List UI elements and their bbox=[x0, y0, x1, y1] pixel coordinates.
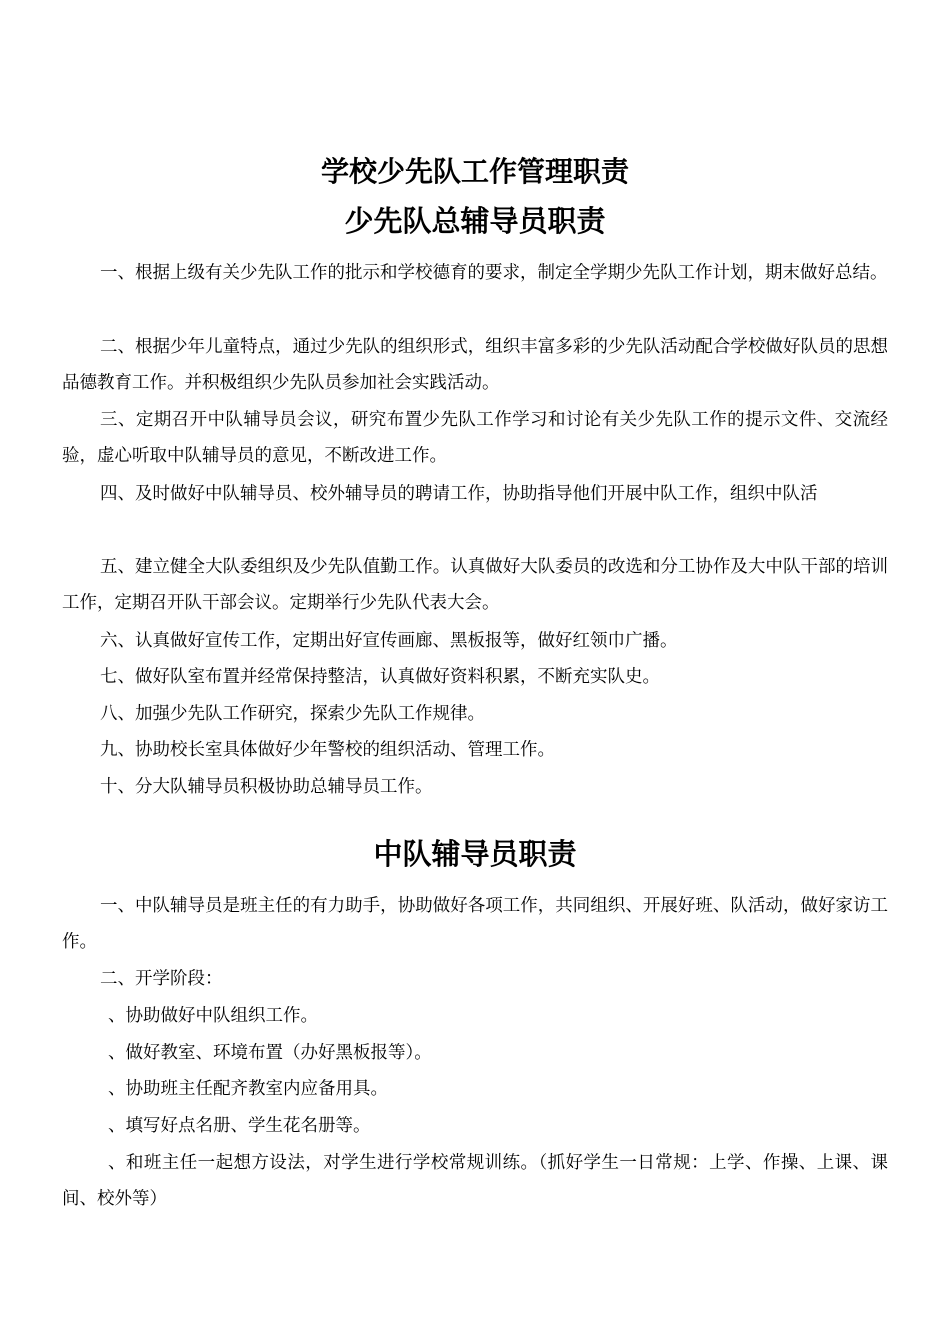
paragraph-5: 五、建立健全大队委组织及少先队值勤工作。认真做好大队委员的改选和分工协作及大中队干部的培训工作，定期召开队干部会议。定期举行少先队代表大会。 bbox=[62, 557, 888, 613]
paragraph-2: 二、根据少年儿童特点，通过少先队的组织形式，组织丰富多彩的少先队活动配合学校做好队员的思想品德教育工作。并积极组织少先队员参加社会实践活动。 bbox=[62, 337, 888, 393]
sub-item-5: 、和班主任一起想方设法，对学生进行学校常规训练。（抓好学生一日常规：上学、作操、上课、课间、校外等） bbox=[62, 1153, 888, 1209]
section-heading-chief-counselor: 少先队总辅导员职责 bbox=[344, 204, 606, 238]
paragraph-7: 七、做好队室布置并经常保持整洁，认真做好资料积累，不断充实队史。 bbox=[100, 667, 660, 687]
paragraph-s2-1: 一、中队辅导员是班主任的有力助手，协助做好各项工作，共同组织、开展好班、队活动，做好家访工作。 bbox=[62, 896, 888, 952]
paragraph-8: 八、加强少先队工作研究，探索少先队工作规律。 bbox=[100, 704, 485, 724]
sub-item-3: 、协助班主任配齐教室内应备用具。 bbox=[108, 1079, 388, 1099]
sub-item-2: 、做好教室、环境布置（办好黑板报等）。 bbox=[108, 1043, 432, 1063]
paragraph-s2-2: 二、开学阶段： bbox=[100, 969, 223, 989]
paragraph-1: 一、根据上级有关少先队工作的批示和学校德育的要求，制定全学期少先队工作计划，期末做好总结。 bbox=[100, 263, 888, 283]
paragraph-6: 六、认真做好宣传工作，定期出好宣传画廊、黑板报等，做好红领巾广播。 bbox=[100, 631, 678, 651]
sub-item-1: 、协助做好中队组织工作。 bbox=[108, 1006, 318, 1026]
paragraph-10: 十、分大队辅导员积极协助总辅导员工作。 bbox=[100, 777, 433, 797]
paragraph-9: 九、协助校长室具体做好少年警校的组织活动、管理工作。 bbox=[100, 740, 555, 760]
sub-item-4: 、填写好点名册、学生花名册等。 bbox=[108, 1116, 371, 1136]
document-title: 学校少先队工作管理职责 bbox=[320, 155, 629, 188]
paragraph-4: 四、及时做好中队辅导员、校外辅导员的聘请工作，协助指导他们开展中队工作，组织中队活 bbox=[100, 484, 818, 504]
section-heading-squadron-counselor: 中队辅导员职责 bbox=[373, 837, 577, 871]
paragraph-3: 三、定期召开中队辅导员会议，研究布置少先队工作学习和讨论有关少先队工作的提示文件、交流经验，虚心听取中队辅导员的意见，不断改进工作。 bbox=[62, 410, 888, 466]
